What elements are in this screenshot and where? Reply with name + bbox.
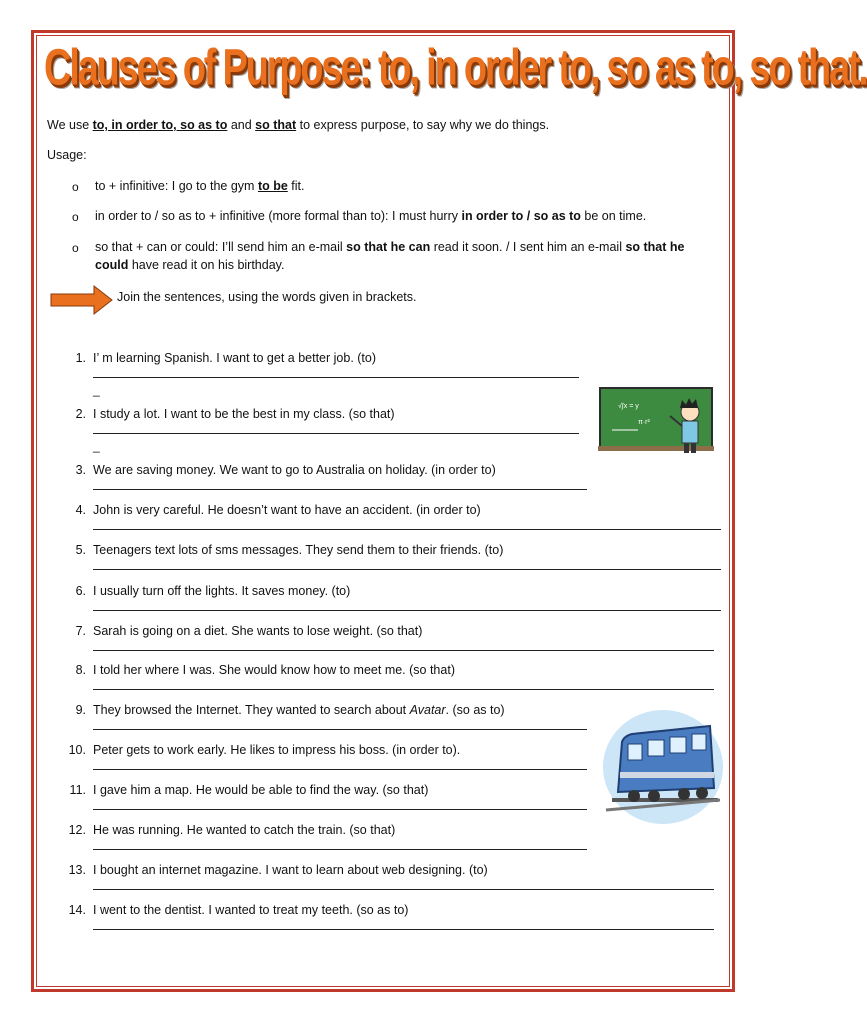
question-number: 4. [75,503,86,517]
train-icon [602,708,724,826]
instruction-text: Join the sentences, using the words given in brackets. [117,290,417,304]
answer-line[interactable] [93,377,579,378]
question-text: Teenagers text lots of sms messages. They send them to their friends. (to) [93,543,504,557]
answer-line[interactable] [93,769,587,770]
question-number: 10. [68,743,86,757]
question-number: 6. [75,584,86,598]
answer-line[interactable] [93,610,721,611]
answer-line[interactable] [93,689,714,690]
answer-line-overflow: _ [93,439,100,453]
answer-line[interactable] [93,489,587,490]
answer-line[interactable] [93,433,579,434]
question-text: Peter gets to work early. He likes to impress his boss. (in order to). [93,743,461,757]
usage-item-3-cont: could have read it on his birthday. [95,258,285,272]
answer-line[interactable] [93,889,714,890]
question-text: I usually turn off the lights. It saves money. (to) [93,584,351,598]
answer-line[interactable] [93,809,587,810]
teacher-chalkboard-icon [598,386,716,456]
answer-line[interactable] [93,650,714,651]
question-text: They browsed the Internet. They wanted to search about Avatar. (so as to) [93,703,505,717]
svg-text:√∫x = y: √∫x = y [618,403,639,410]
question-number: 7. [75,624,86,638]
question-number: 1. [75,351,86,365]
answer-line[interactable] [93,569,721,570]
question-text: I’ m learning Spanish. I want to get a better job. (to) [93,351,377,365]
answer-line-overflow: _ [93,383,100,397]
question-number: 11. [69,783,86,797]
bullet-marker: o [72,180,79,194]
question-number: 9. [75,703,86,717]
question-number: 5. [75,543,86,557]
svg-text:π·r²: π·r² [638,419,650,426]
usage-label: Usage: [47,148,87,162]
question-text: Sarah is going on a diet. She wants to lose weight. (so that) [93,624,423,638]
question-number: 8. [75,663,86,677]
bullet-marker: o [72,241,79,255]
question-text: I went to the dentist. I wanted to treat my teeth. (so as to) [93,903,409,917]
question-number: 13. [68,863,86,877]
arrow-right-icon [50,285,114,315]
question-text: I told her where I was. She would know how to meet me. (so that) [93,663,455,677]
question-text: We are saving money. We want to go to Australia on holiday. (in order to) [93,463,496,477]
question-text: John is very careful. He doesn’t want to have an accident. (in order to) [93,503,481,517]
answer-line[interactable] [93,729,587,730]
question-text: I gave him a map. He would be able to find the way. (so that) [93,783,429,797]
question-number: 12. [68,823,86,837]
answer-line[interactable] [93,529,721,530]
answer-line[interactable] [93,929,714,930]
bullet-marker: o [72,210,79,224]
intro-text: We use to, in order to, so as to and so that to express purpose, to say why we do things. [47,118,550,132]
question-text: I bought an internet magazine. I want to learn about web designing. (to) [93,863,488,877]
answer-line[interactable] [93,849,587,850]
question-number: 2. [75,407,86,421]
question-text: I study a lot. I want to be the best in my class. (so that) [93,407,395,421]
usage-item-3: so that + can or could: I’ll send him an e-mail so that he can read it soon. / I sent him an e-mail so that he [95,240,685,254]
question-number: 3. [75,463,86,477]
usage-item-1: to + infinitive: I go to the gym to be fit. [95,179,305,193]
question-number: 14. [68,903,86,917]
usage-item-2: in order to / so as to + infinitive (more formal than to): I must hurry in order to / so as to be on time. [95,209,647,223]
question-text: He was running. He wanted to catch the train. (so that) [93,823,396,837]
worksheet-title: Clauses of Purpose: to, in order to, so as to, so that. [44,40,867,97]
